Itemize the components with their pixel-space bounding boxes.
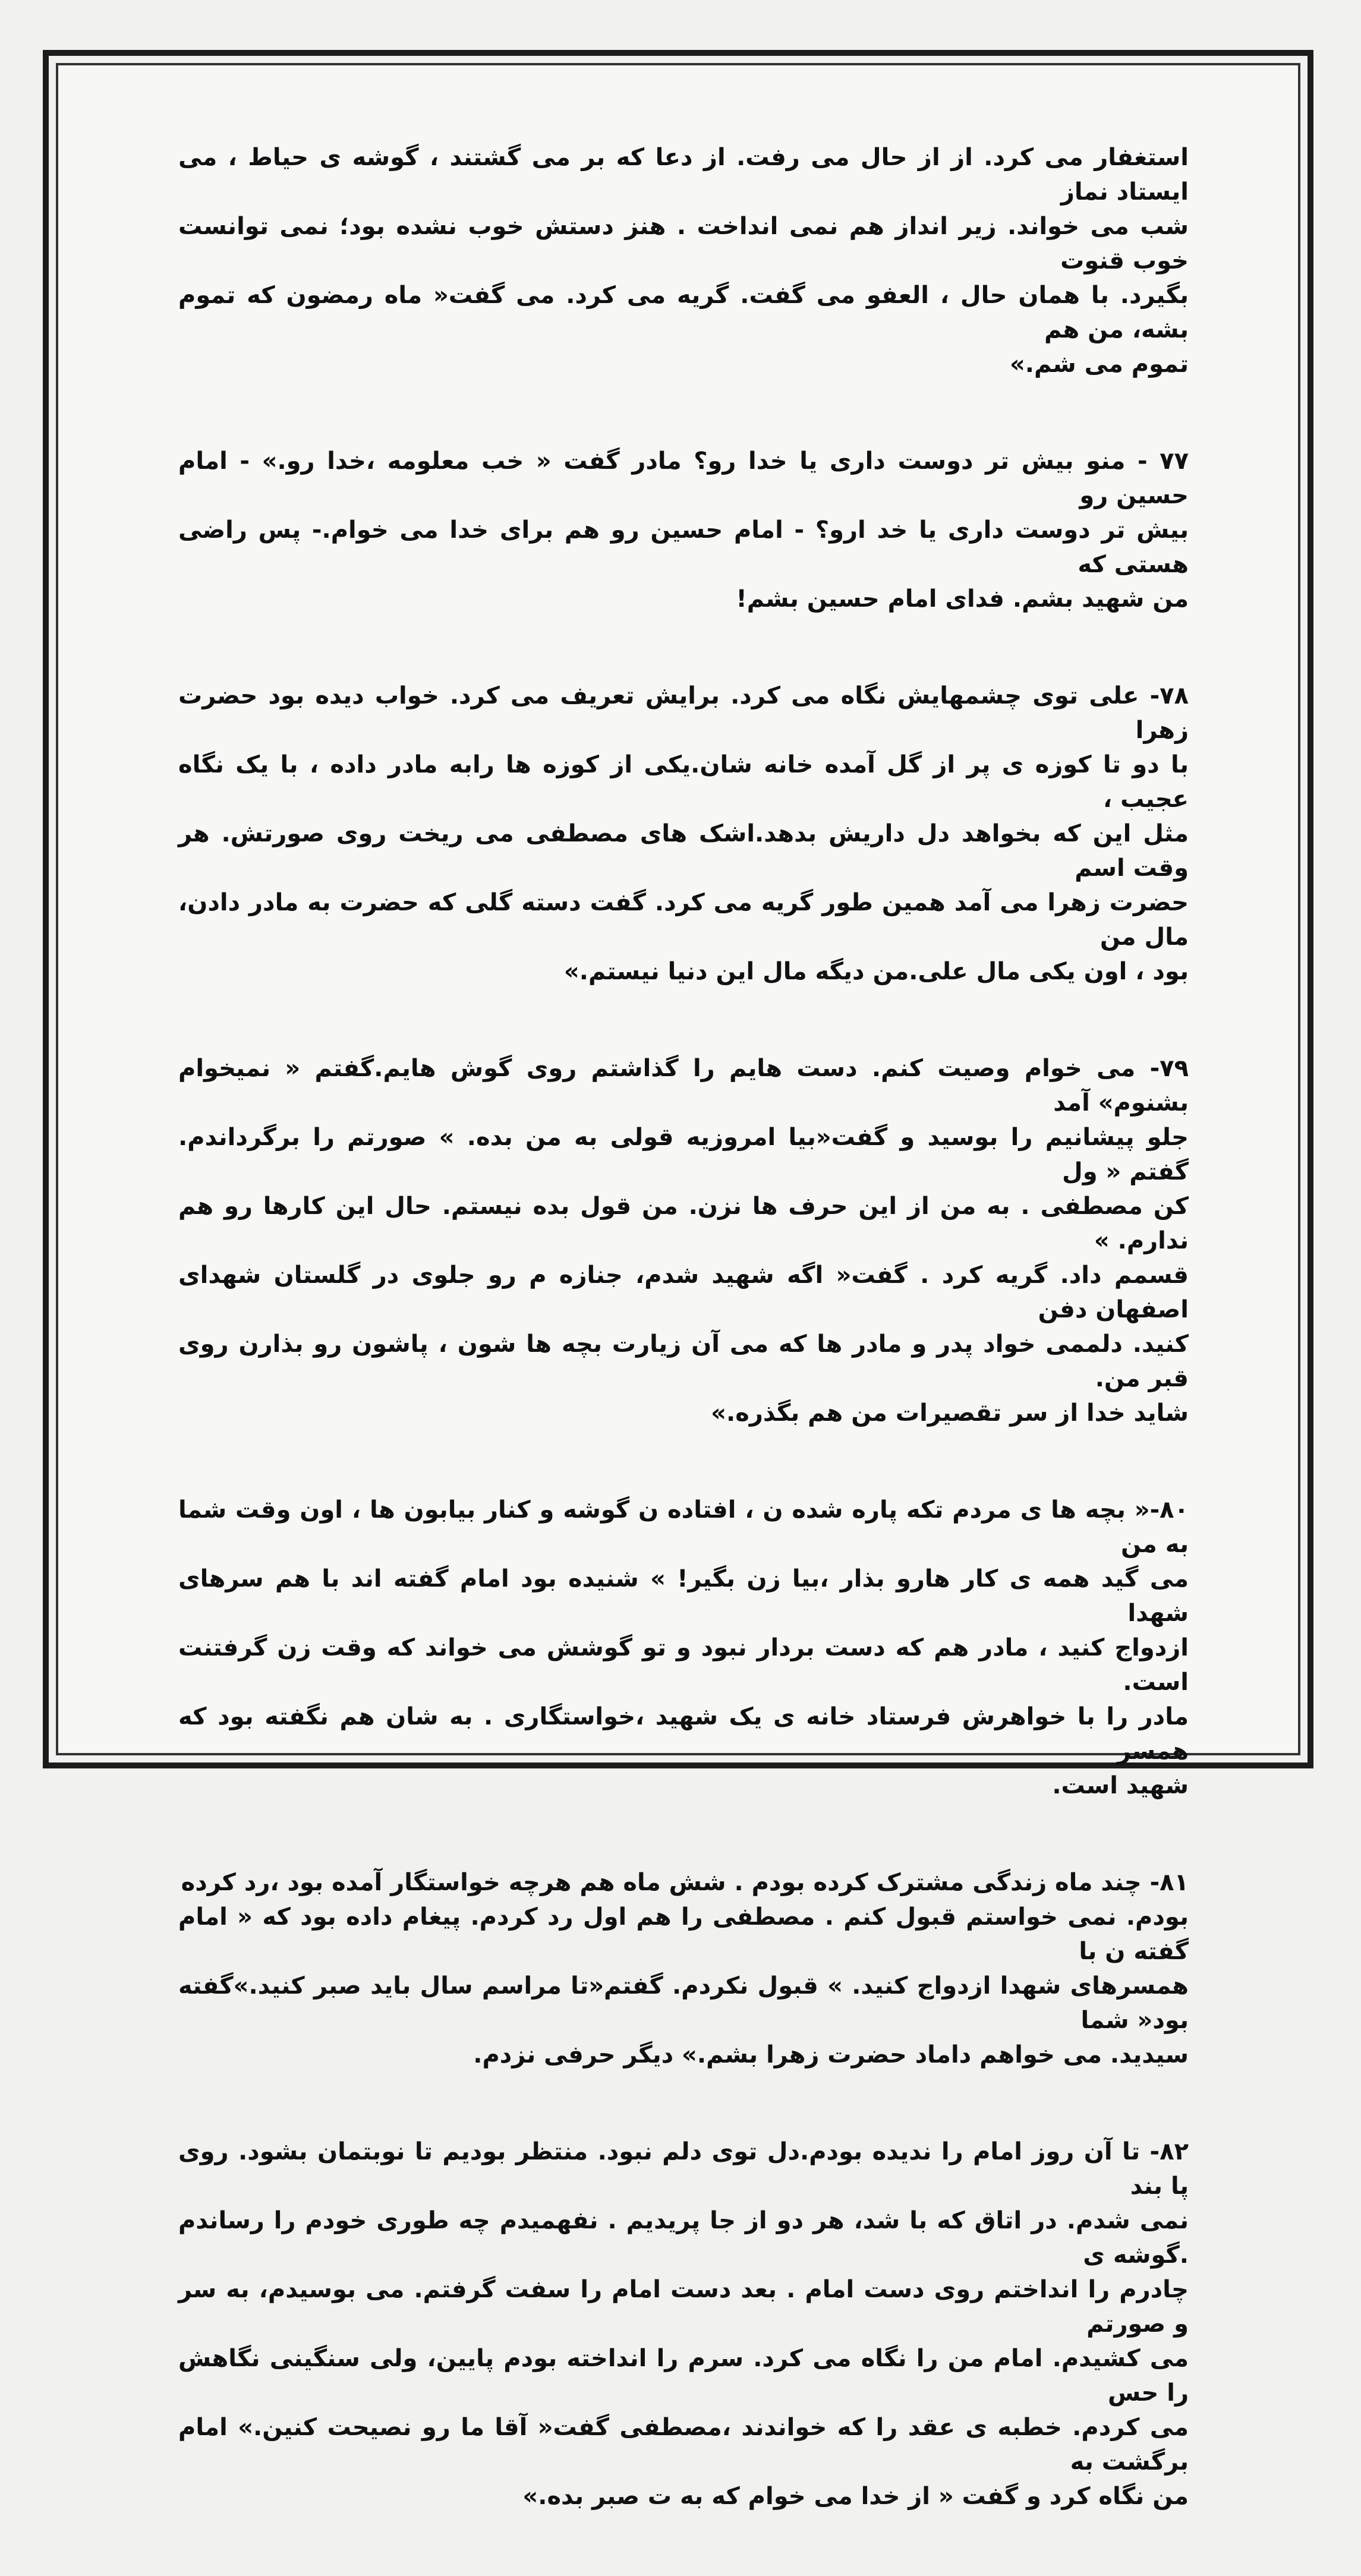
paragraph-80: ۸۰-« بچه ها ی مردم تکه پاره شده ن ، افتاده ن گوشه و کنار بیابون ها ، اون وقت شما به من می گید همه ی کار هارو بذار ،بیا زن بگیر! » شنیده بود امام گفته اند با هم سرهای شهدا ازدواج کنید ، مادر هم که دست بردار نبود و تو گوشش می خواند که وقت زن گرفتنت است. مادر را با خواهرش فرستاد خانه ی یک شهید ،خواستگاری . به شان هم نگفته بود که همسر شهید است. xyxy=(178,1496,1189,1799)
document-body xyxy=(178,140,1189,2576)
paragraph-77: ۷۷ - منو بیش تر دوست داری یا خدا رو؟ مادر گفت « خب معلومه ،خدا رو.» - امام حسین رو بیش تر دوست داری یا خد ارو؟ - امام حسین رو هم برای خدا می خوام.- پس راضی هستی که من شهید بشم. فدای امام حسین بشم! xyxy=(178,447,1189,613)
paragraph-78: ۷۸- علی توی چشمهایش نگاه می کرد. برایش تعریف می کرد. خواب دیده بود حضرت زهرا با دو تا کوزه ی پر از گل آمده خانه شان.یکی از کوزه ها رابه مادر داده ، با یک نگاه عجیب ، مثل این که بخواهد دل داریش بدهد.اشک های مصطفی می ریخت روی صورتش. هر وقت اسم حضرت زهرا می آمد همین طور گریه می کرد. گفت دسته گلی که حضرت به مادر دادن، مال من بود ، اون یکی مال علی.من دیگه مال این دنیا نیستم.» xyxy=(178,682,1189,985)
paragraph-82: ۸۲- تا آن روز امام را ندیده بودم.دل توی دلم نبود. منتظر بودیم تا نوبتمان بشود. روی پا بند نمی شدم. در اتاق که با شد، هر دو از جا پریدیم . نفهمیدم چه طوری خودم را رساندم .گوشه ی چادرم را انداختم روی دست امام . بعد دست امام را سفت گرفتم. می بوسیدم، به سر و صورتم می کشیدم. امام من را نگاه می کرد. سرم را انداخته بودم پایین، ولی سنگینی نگاهش را حس می کردم. خطبه ی عقد را که خواندند ،مصطفی گفت« آقا ما رو نصیحت کنین.» امام برگشت به من نگاه کرد و گفت « از خدا می خوام که به ت صبر بده.» xyxy=(178,2138,1189,2510)
paragraph-intro: استغفار می کرد. از از حال می رفت. از دعا که بر می گشتند ، گوشه ی حیاط ، می ایستاد نماز شب می خواند. زیر انداز هم نمی انداخت . هنز دستش خوب نشده بود؛ نمی توانست خوب قنوت بگیرد. با همان حال ، العفو می گفت. گریه می کرد. می گفت« ماه رمضون که تموم بشه، من هم تموم می شم.» xyxy=(178,144,1189,378)
paragraph-79: ۷۹- می خوام وصیت کنم. دست هایم را گذاشتم روی گوش هایم.گفتم « نمیخوام بشنوم» آمد جلو پیشانیم را بوسید و گفت«بیا امروزیه قولی به من بده. » صورتم را برگرداندم. گفتم « ول کن مصطفی . به من از این حرف ها نزن. من قول بده نیستم. حال این کارها رو هم ندارم. » قسمم داد. گریه کرد . گفت« اگه شهید شدم، جنازه م رو جلوی در گلستان شهدای اصفهان دفن کنید. دلممی خواد پدر و مادر ها که می آن زیارت بچه ها شون ، پاشون رو بذارن روی قبر من. شاید خدا از سر تقصیرات من هم بگذره.» xyxy=(178,1055,1189,1427)
paragraph-81: ۸۱- چند ماه زندگی مشترک کرده بودم . شش ماه هم هرچه خواستگار آمده بود ،رد کرده بودم. نمی خواستم قبول کنم . مصطفی را هم اول رد کردم. پیغام داده بود که « امام گفته ن با همسرهای شهدا ازدواج کنید. » قبول نکردم. گفتم«تا مراسم سال باید صبر کنید.»گفته بود« شما سیدید. می خواهم داماد حضرت زهرا بشم.» دیگر حرفی نزدم. xyxy=(178,1869,1189,2069)
